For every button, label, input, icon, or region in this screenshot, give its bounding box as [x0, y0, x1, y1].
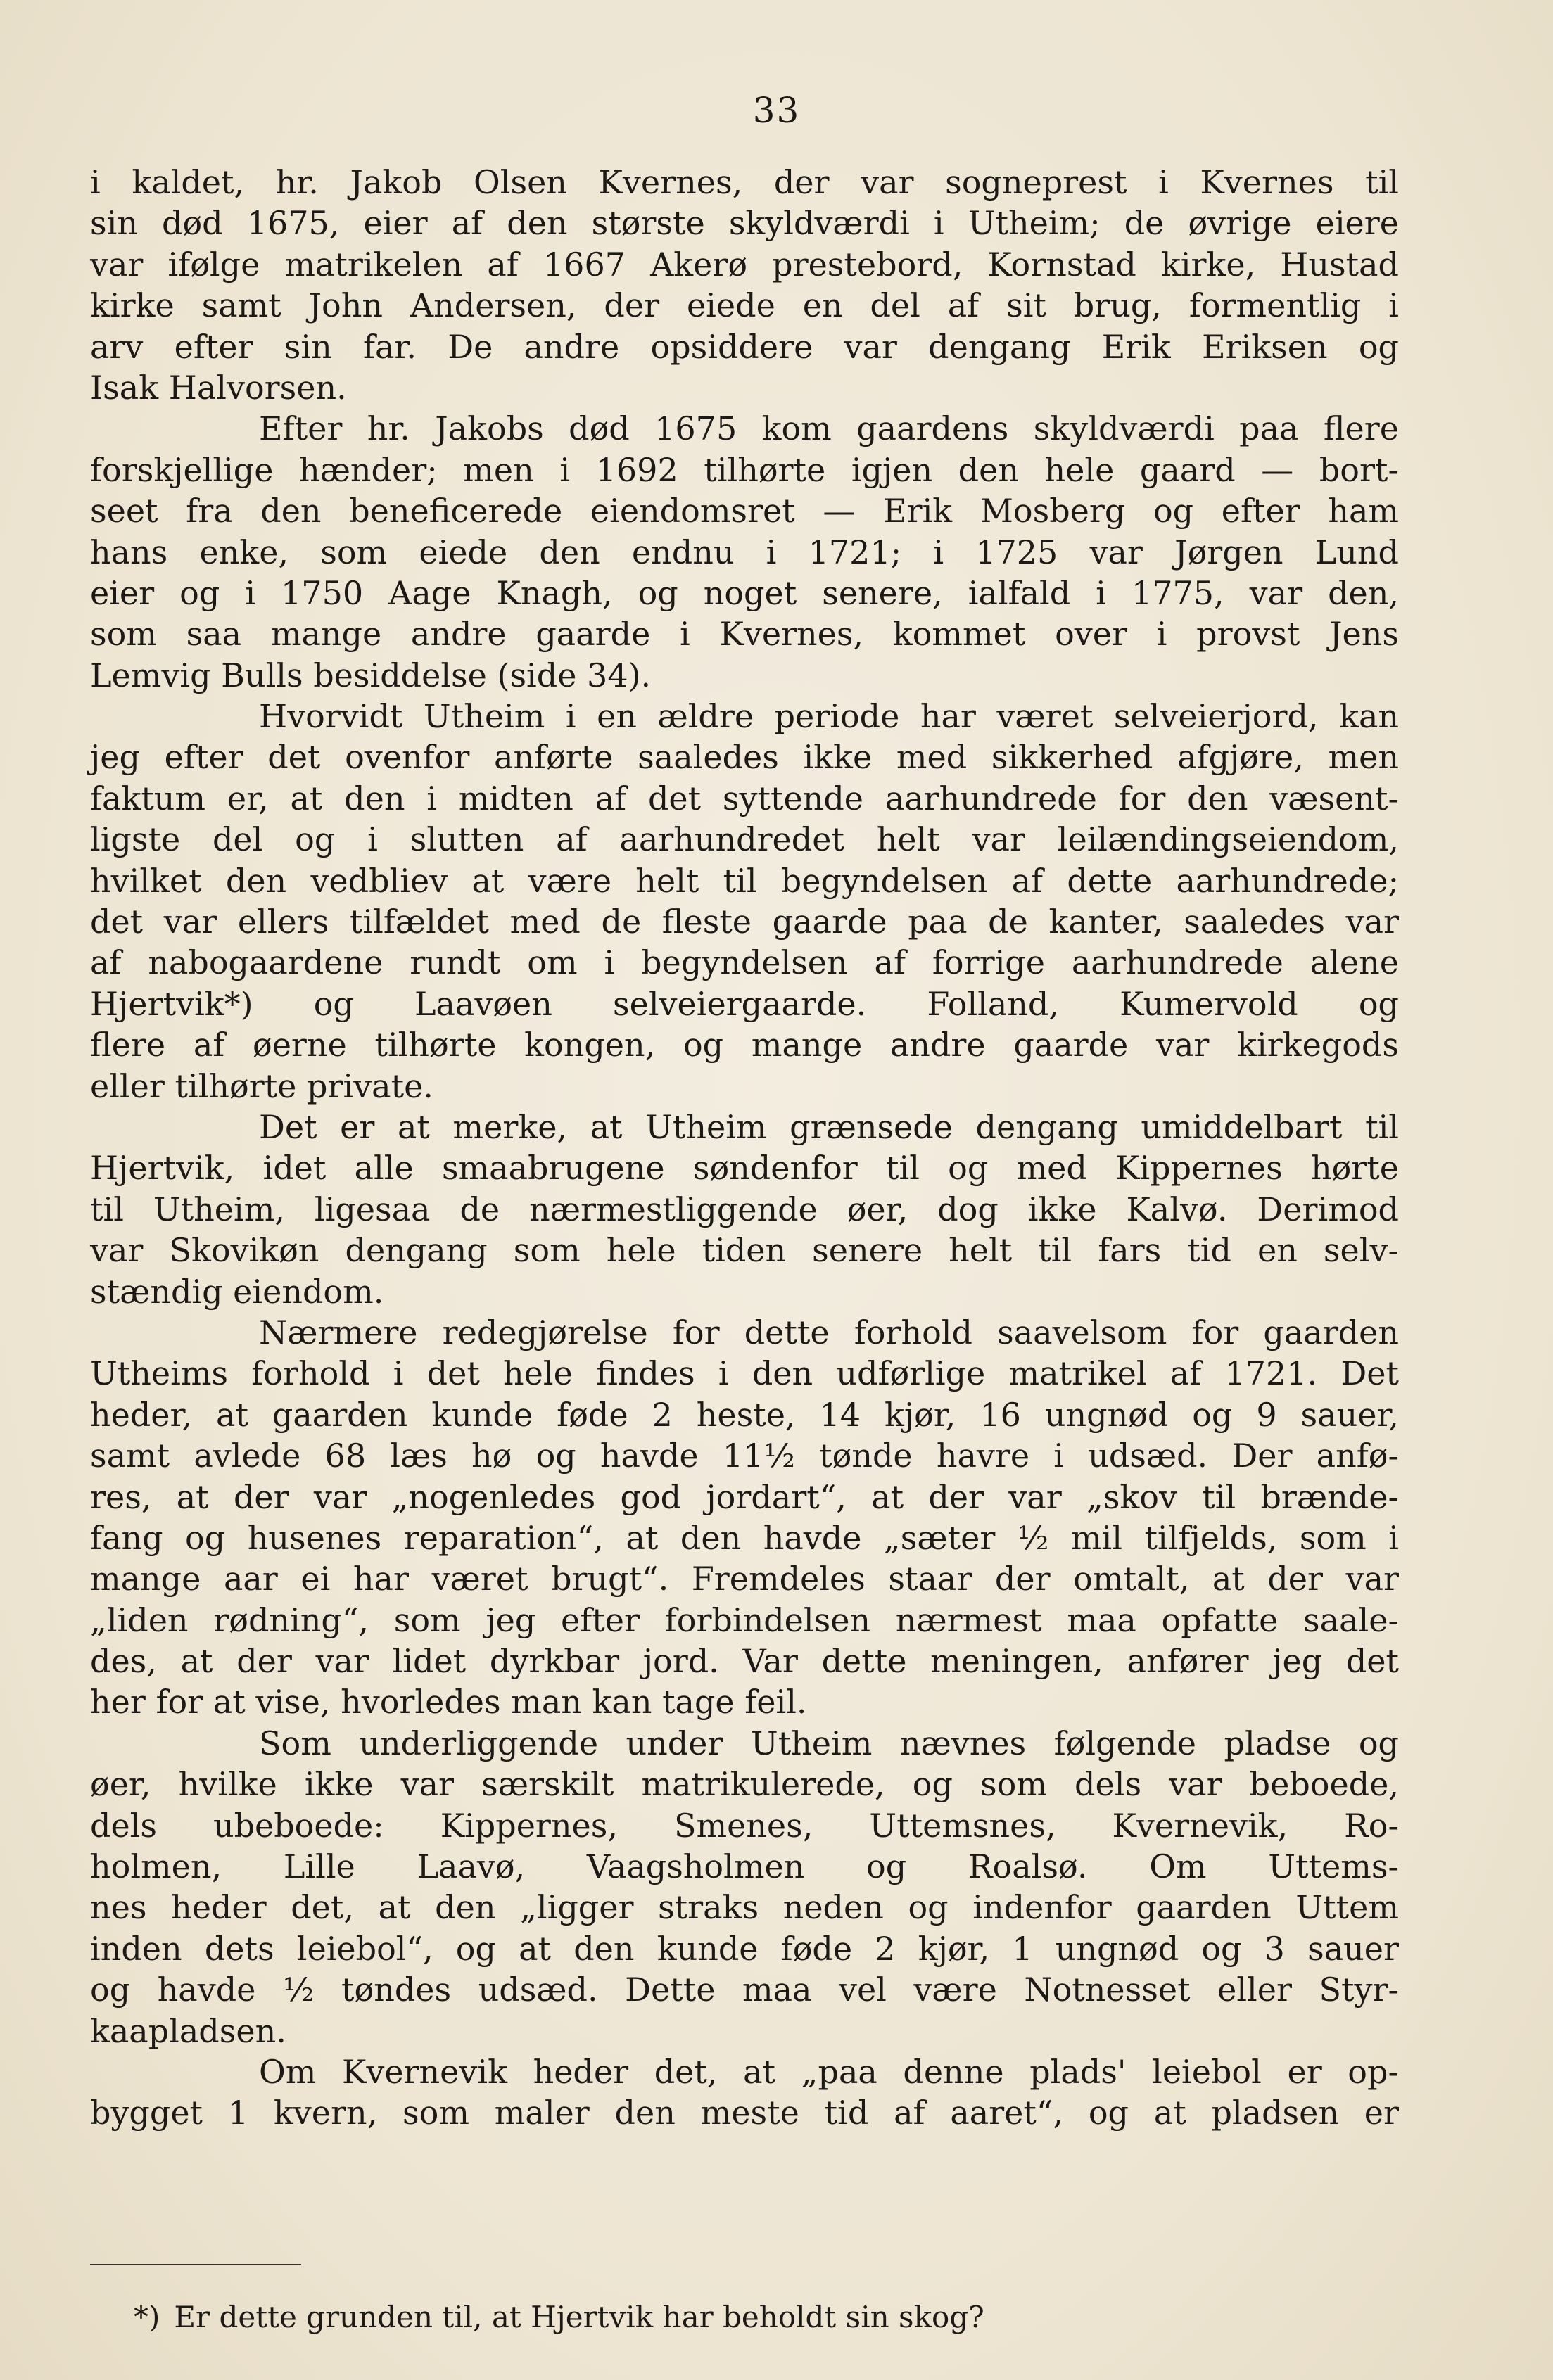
text-line: var ifølge matrikelen af 1667 Akerø prestebord, Kornstad kirke, Hustad [90, 245, 1399, 284]
text-line: af nabogaardene rundt om i begyndelsen af forrige aarhundrede alene [90, 943, 1399, 982]
paragraph-start: Hvorvidt Utheim i en ældre periode har været selveierjord, kan [259, 697, 1399, 736]
paragraph-start: Som underliggende under Utheim nævnes følgende pladse og [259, 1724, 1399, 1762]
text-line: kaapladsen. [90, 2011, 286, 2050]
text-line: Utheims forhold i det hele findes i den udførlige matrikel af 1721. Det [90, 1354, 1399, 1393]
text-line: til Utheim, ligesaa de nærmestliggende øer, dog ikke Kalvø. Derimod [90, 1190, 1399, 1228]
text-line: hans enke, som eiede den endnu i 1721; i 1725 var Jørgen Lund [90, 533, 1399, 571]
text-line: her for at vise, hvorledes man kan tage feil. [90, 1683, 807, 1722]
text-line: faktum er, at den i midten af det syttende aarhundrede for den væsent- [90, 779, 1399, 817]
text-line: det var ellers tilfældet med de fleste gaarde paa de kanter, saaledes var [90, 903, 1399, 941]
text-line: jeg efter det ovenfor anførte saaledes ikke med sikkerhed afgjøre, men [90, 738, 1399, 777]
paragraph-start: Nærmere redegjørelse for dette forhold saavelsom for gaarden [259, 1313, 1399, 1351]
text-line: dels ubeboede: Kippernes, Smenes, Uttemsnes, Kvernevik, Ro- [90, 1806, 1399, 1845]
text-line: heder, at gaarden kunde føde 2 heste, 14 kjør, 16 ungnød og 9 sauer, [90, 1395, 1399, 1434]
text-line: nes heder det, at den „ligger straks neden og indenfor gaarden Uttem [90, 1888, 1399, 1927]
text-line: i kaldet, hr. Jakob Olsen Kvernes, der var sogneprest i Kvernes til [90, 163, 1399, 201]
text-line: inden dets leiebol“, og at den kunde føde 2 kjør, 1 ungnød og 3 sauer [90, 1929, 1399, 1968]
text-line: des, at der var lidet dyrkbar jord. Var dette meningen, anfører jeg det [90, 1642, 1399, 1681]
paragraph-start: Efter hr. Jakobs død 1675 kom gaardens skyldværdi paa flere [259, 409, 1399, 448]
paragraph-start: Om Kvernevik heder det, at „paa denne plads' leiebol er op- [259, 2052, 1399, 2091]
text-line: ligste del og i slutten af aarhundredet helt var leilændingseiendom, [90, 820, 1399, 859]
text-line: Isak Halvorsen. [90, 368, 347, 407]
text-line: kirke samt John Andersen, der eiede en del af sit brug, formentlig i [90, 286, 1399, 325]
footnote-mark: *) [134, 2300, 160, 2334]
page-number: 33 [752, 90, 801, 131]
text-line: „liden rødning“, som jeg efter forbindelsen nærmest maa opfatte saale- [90, 1601, 1399, 1639]
text-line: res, at der var „nogenledes god jordart“, at der var „skov til brænde- [90, 1477, 1399, 1516]
text-line: Hjertvik*) og Laavøen selveiergaarde. Folland, Kumervold og [90, 984, 1399, 1023]
text-line: sin død 1675, eier af den største skyldværdi i Utheim; de øvrige eiere [90, 204, 1399, 243]
text-line: eier og i 1750 Aage Knagh, og noget senere, ialfald i 1775, var den, [90, 573, 1399, 612]
text-line: eller tilhørte private. [90, 1067, 433, 1105]
text-line: seet fra den beneficerede eiendomsret — Erik Mosberg og efter ham [90, 492, 1399, 530]
text-line: flere af øerne tilhørte kongen, og mange andre gaarde var kirkegods [90, 1026, 1399, 1064]
paragraph-start: Det er at merke, at Utheim grænsede dengang umiddelbart til [259, 1107, 1399, 1146]
text-line: hvilket den vedbliev at være helt til begyndelsen af dette aarhundrede; [90, 861, 1399, 900]
text-line: fang og husenes reparation“, at den havde „sæter ½ mil tilfjelds, som i [90, 1518, 1399, 1557]
text-line: arv efter sin far. De andre opsiddere var dengang Erik Eriksen og [90, 327, 1399, 366]
text-line: var Skovikøn dengang som hele tiden senere helt til fars tid en selv- [90, 1231, 1399, 1270]
text-line: og havde ½ tøndes udsæd. Dette maa vel være Notnesset eller Styr- [90, 1971, 1399, 2009]
footnote-rule [90, 2264, 301, 2265]
body-text [90, 162, 1399, 2134]
text-line: stændig eiendom. [90, 1272, 384, 1311]
text-line: samt avlede 68 læs hø og havde 11½ tønde havre i udsæd. Der anfø- [90, 1437, 1399, 1475]
text-line: Hjertvik, idet alle smaabrugene søndenfor til og med Kippernes hørte [90, 1149, 1399, 1188]
text-line: øer, hvilke ikke var særskilt matrikulerede, og som dels var beboede, [90, 1765, 1399, 1804]
footnote-text: Er dette grunden til, at Hjertvik har beholdt sin skog? [174, 2300, 984, 2334]
text-line: Lemvig Bulls besiddelse (side 34). [90, 656, 652, 694]
text-line: mange aar ei har været brugt“. Fremdeles staar der omtalt, at der var [90, 1560, 1399, 1598]
text-line: bygget 1 kvern, som maler den meste tid af aaret“, og at pladsen er [90, 2094, 1399, 2132]
text-line: som saa mange andre gaarde i Kvernes, kommet over i provst Jens [90, 615, 1399, 654]
text-line: holmen, Lille Laavø, Vaagsholmen og Roalsø. Om Uttems- [90, 1847, 1399, 1886]
text-line: forskjellige hænder; men i 1692 tilhørte igjen den hele gaard — bort- [90, 450, 1399, 489]
footnote [90, 2297, 1399, 2338]
